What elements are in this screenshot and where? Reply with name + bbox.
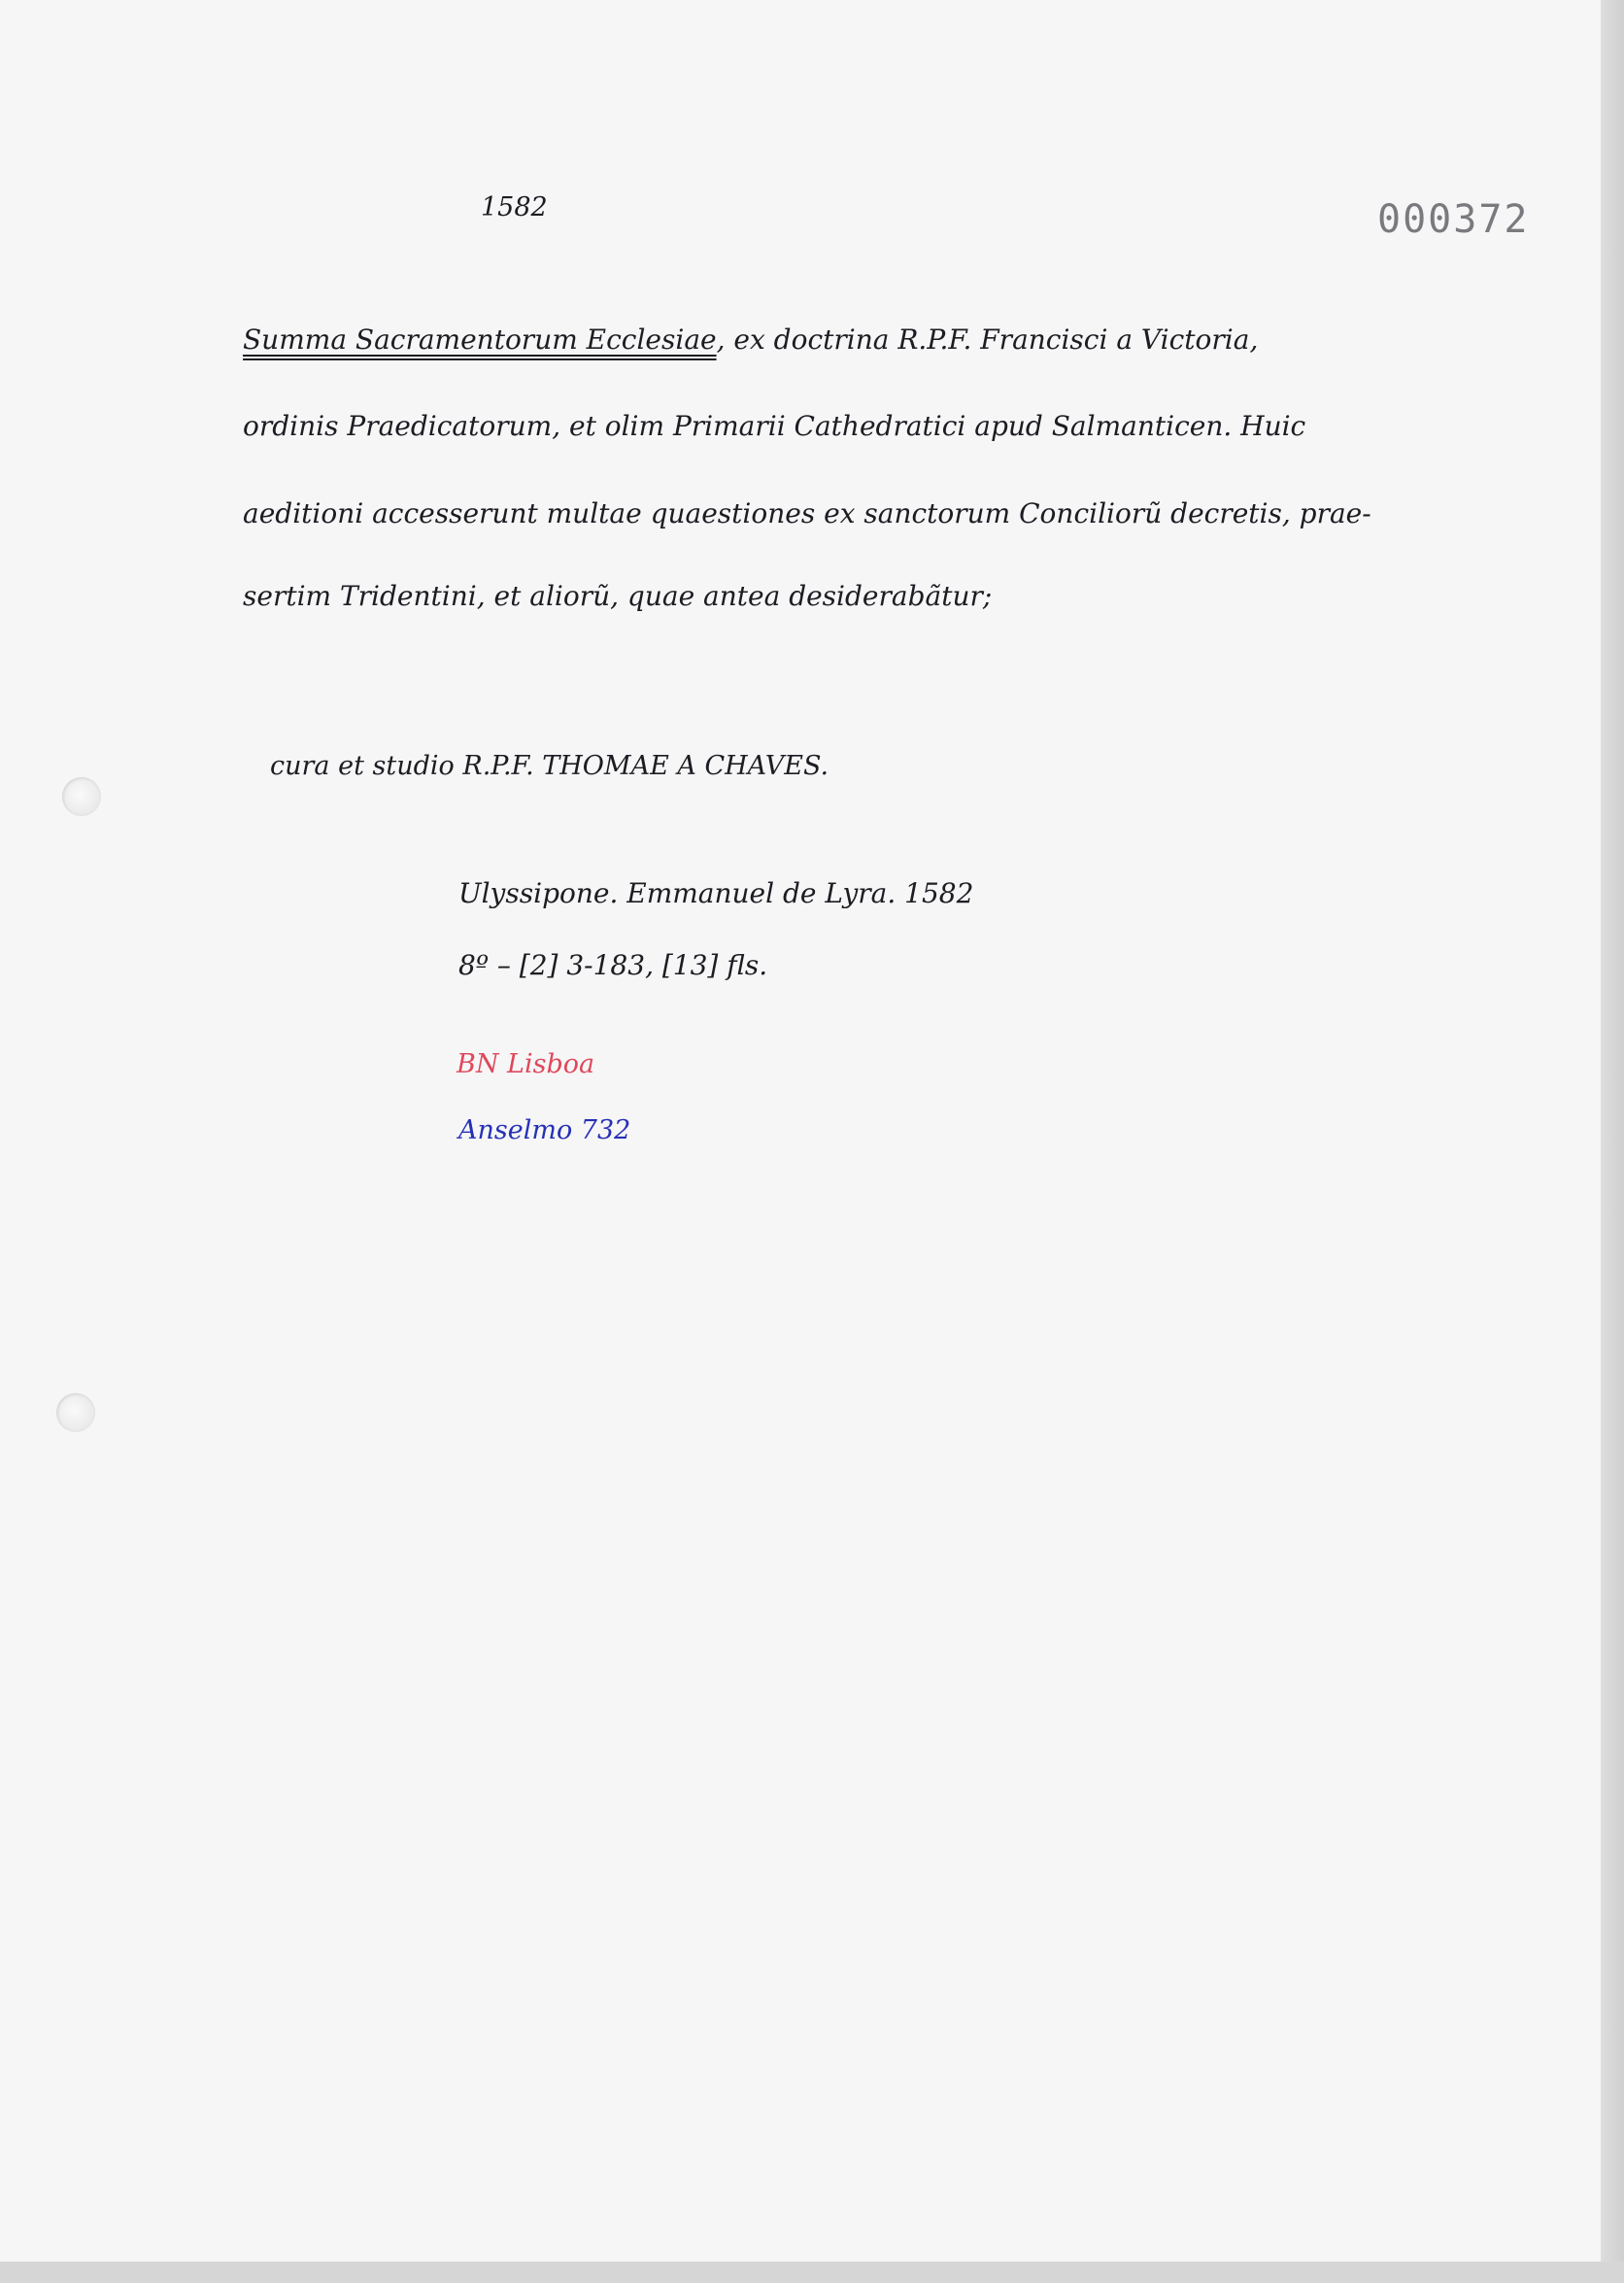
entry-line-3: aeditioni accesserunt multae quaestiones ex sanctorum Conciliorũ decretis, prae- [243,497,1371,529]
stamp-number: 000372 [1377,197,1530,242]
entry-line-4: sertim Tridentini, et aliorũ, quae antea desiderabãtur; [243,580,993,612]
imprint-line: Ulyssipone. Emmanuel de Lyra. 1582 [458,877,974,909]
format-line: 8º – [2] 3-183, [13] fls. [458,949,768,981]
entry-title: Summa Sacramentorum Ecclesiae [243,324,717,356]
paper-edge-right [1601,0,1624,2283]
punch-hole-lower [56,1393,95,1432]
entry-line-1 [243,324,1447,356]
bibliographic-reference: Anselmo 732 [458,1115,631,1145]
curator-line: cura et studio R.P.F. THOMAE A CHAVES. [270,751,829,781]
library-holding: BN Lisboa [457,1049,595,1079]
paper-edge-bottom [0,2262,1624,2283]
entry-line-2: ordinis Praedicatorum, et olim Primarii Cathedratici apud Salmanticen. Huic [243,410,1306,442]
entry-line-1-rest: , ex doctrina R.P.F. Francisci a Victoria, [716,324,1259,356]
punch-hole-upper [62,777,101,816]
year-label: 1582 [481,192,548,222]
